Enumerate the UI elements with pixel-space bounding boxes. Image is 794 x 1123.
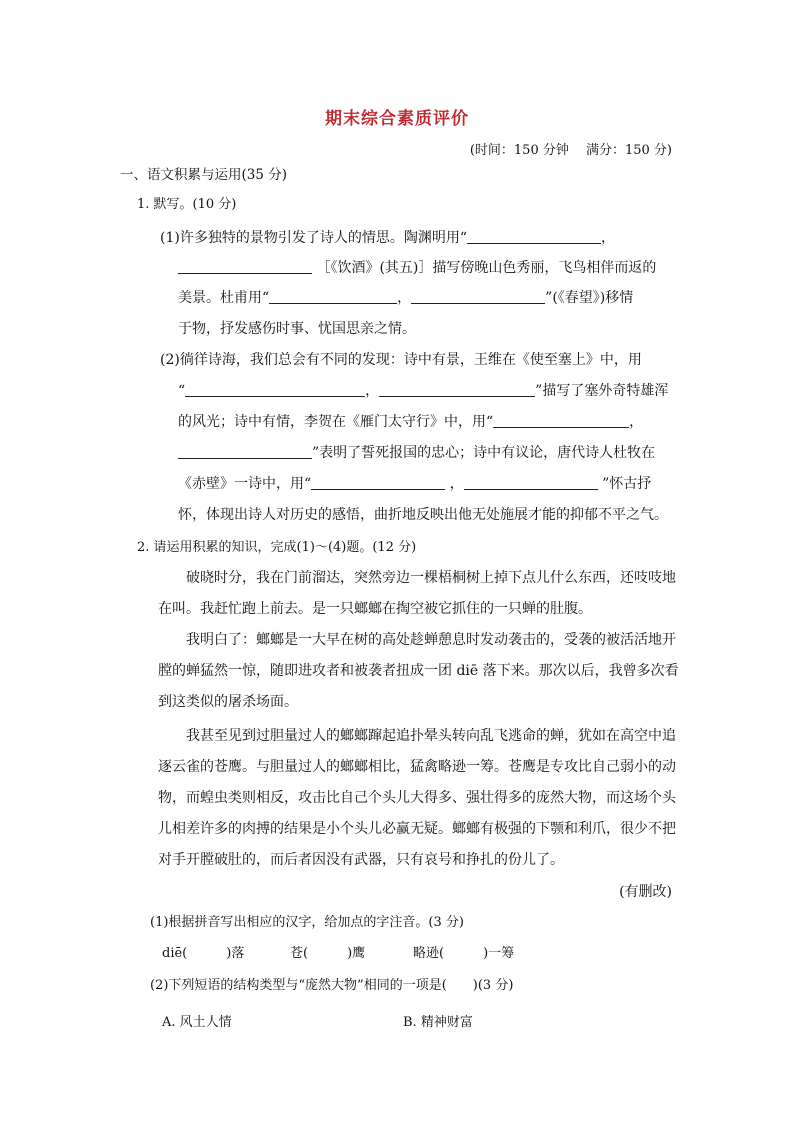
answer-blank[interactable] [178,444,312,459]
q1-line-8 [178,443,655,463]
page-title: 期末综合素质评价 [325,109,469,129]
answer-blank[interactable] [178,259,312,274]
answer-blank[interactable] [311,475,445,490]
q1-text: ”怀古抒 [602,476,652,492]
q1-text: 美景。杜甫用“ [178,290,270,306]
answer-blank[interactable] [379,382,535,397]
section-heading: 一、语文积累与运用(35 分) [120,167,288,183]
q1-text: ［《饮酒》(其五)］描写傍晚山色秀丽，飞鸟相伴而返的 [316,260,657,276]
q1-heading: 1. 默写。(10 分) [137,197,237,212]
q1-text: 的风光；诗中有情，李贺在《雁门太守行》中，用“ [178,414,494,430]
q1-line-10: 怀，体现出诗人对历史的感悟，曲折地反映出他无处施展才能的抑郁不平之气。 [178,507,668,523]
answer-blank[interactable] [467,229,601,244]
passage-line: 到这类似的屠杀场面。 [158,694,298,710]
q2-sub-2: (2)下列短语的结构类型与“庞然大物”相同的一项是( )(3 分) [150,978,514,993]
option-a[interactable]: A. 风土人情 [162,1015,232,1030]
q2-sub-1: (1)根据拼音写出相应的汉字，给加点的字注音。(3 分) [150,915,464,930]
q1-text: ”描写了塞外奇特雄浑 [535,383,669,399]
q1-line-2 [178,258,656,278]
q1-line-3: 美景。杜甫用“ ， ”(《春望》)移情 [178,290,634,306]
passage-line: 逐云雀的苍鹰。与胆量过人的螂螂相比，猛禽略逊一筹。苍鹰是专攻比自己弱小的动 [158,759,676,775]
q1-text: (1)许多独特的景物引发了诗人的情思。陶渊明用“ [160,230,467,246]
answer-blank[interactable] [464,475,598,490]
source-note: (有删改) [619,884,672,900]
pinyin-item[interactable]: 苍( )鹰 [290,946,366,961]
q1-text: ”表明了誓死报国的忠心；诗中有议论，唐代诗人杜牧在 [312,445,656,461]
q1-line-1: (1)许多独特的景物引发了诗人的情思。陶渊明用“ ， [160,230,615,246]
answer-blank[interactable] [269,289,397,304]
passage-line: 我明白了：螂螂是一大早在树的高处趁蝉憩息时发动袭击的，受袭的被活活地开 [186,632,676,648]
option-b[interactable]: B. 精神财富 [403,1015,473,1030]
passage-line: 儿相差许多的肉搏的结果是小个头儿必赢无疑。螂螂有极强的下颚和利爪，很少不把 [158,821,676,837]
exam-meta: (时间：150 分钟 满分：150 分) [469,143,672,158]
q1-text: ”(《春望》)移情 [545,290,634,306]
passage-line: 物，而蝗虫类则相反，攻击比自己个头儿大得多、强壮得多的庞然大物，而这场个头 [158,790,676,806]
pinyin-item[interactable]: 略逊( )一筹 [413,946,515,961]
passage-line: 破晓时分，我在门前溜达，突然旁边一棵梧桐树上掉下点儿什么东西，还吱吱地 [186,570,676,586]
pinyin-item[interactable]: diē( )落 [162,946,245,961]
q1-line-9: 《赤壁》一诗中，用“ ， ”怀古抒 [178,476,652,492]
q1-line-5: (2)徜徉诗海，我们总会有不同的发现：诗中有景，王维在《使至塞上》中，用 [160,352,642,368]
q1-line-7: 的风光；诗中有情，李贺在《雁门太守行》中，用“ ， [178,414,644,430]
passage-line: 膛的蝉猛然一惊，随即进攻者和被袭者扭成一团 diē 落下来。那次以后，我曾多次看 [158,663,679,679]
q1-text: 《赤壁》一诗中，用“ [178,476,312,492]
answer-blank[interactable] [411,289,545,304]
passage-line: 对手开膛破肚的，而后者因没有武器，只有哀号和挣扎的份儿了。 [158,852,564,868]
answer-blank[interactable] [185,382,365,397]
passage-line: 在叫。我赶忙跑上前去。是一只螂螂在掏空被它抓住的一只蝉的肚腹。 [158,601,592,617]
q2-heading: 2. 请运用积累的知识，完成(1)～(4)题。(12 分) [137,540,417,555]
q1-line-6: “ ， ”描写了塞外奇特雄浑 [178,383,669,399]
passage-line: 我甚至见到过胆量过人的螂螂蹿起追扑晕头转向乱飞逃命的蝉，犹如在高空中追 [186,728,676,744]
answer-blank[interactable] [493,413,629,428]
q1-line-4: 于物，抒发感伤时事、忧国思亲之情。 [178,321,416,337]
